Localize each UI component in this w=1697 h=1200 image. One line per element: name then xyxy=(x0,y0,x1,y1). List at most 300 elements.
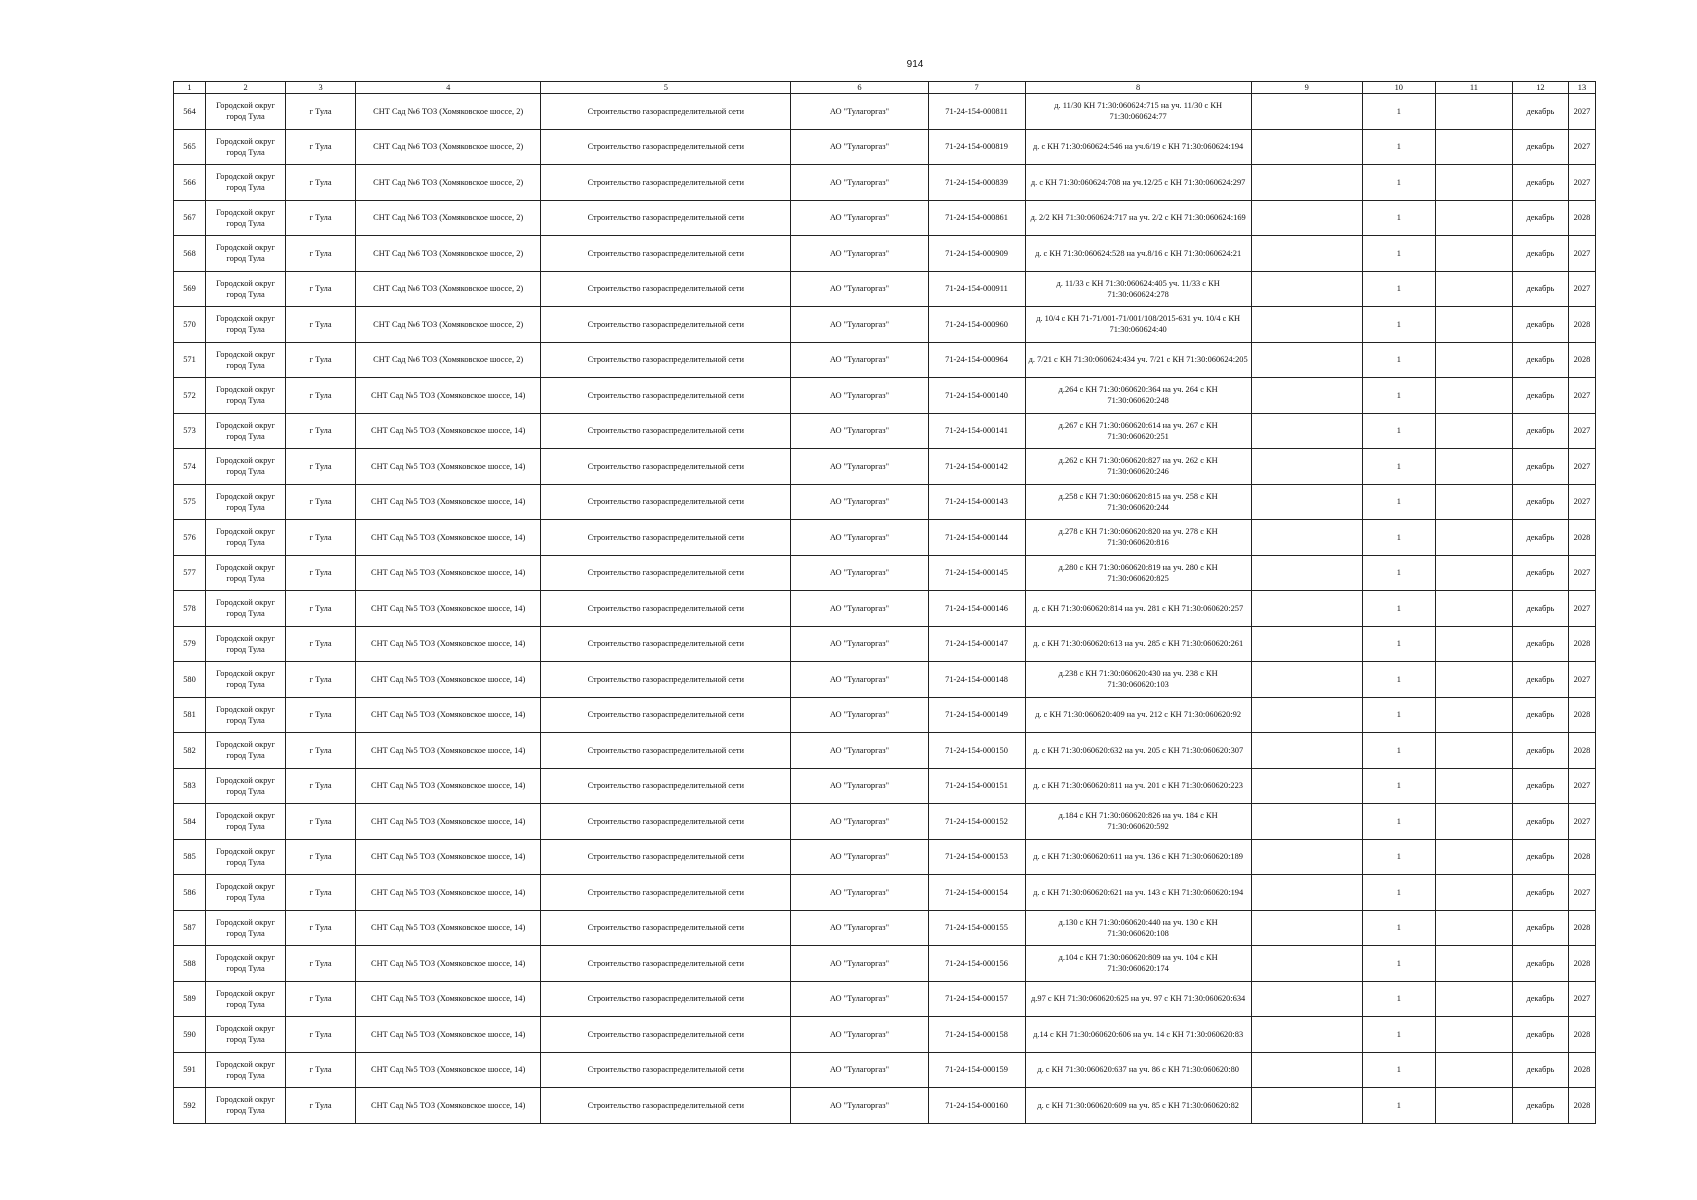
cell-settlement: г Тула xyxy=(286,1088,356,1124)
table-row xyxy=(174,236,1596,272)
cell-month: декабрь xyxy=(1512,981,1568,1017)
cell-object-description: д. 7/21 с КН 71:30:060624:434 уч. 7/21 с КН 71:30:060624:205 xyxy=(1025,342,1251,378)
cell-quantity: 1 xyxy=(1362,484,1435,520)
column-header: 2 xyxy=(206,82,286,94)
table-row xyxy=(174,307,1596,343)
cell-month: декабрь xyxy=(1512,1052,1568,1088)
table-row xyxy=(174,591,1596,627)
cell-col-11 xyxy=(1435,1052,1512,1088)
cell-municipality: Городской округ город Тула xyxy=(206,94,286,130)
cell-work-type: Строительство газораспределительной сети xyxy=(541,342,791,378)
column-header: 11 xyxy=(1435,82,1512,94)
cell-col-9 xyxy=(1251,946,1362,982)
cell-municipality: Городской округ город Тула xyxy=(206,910,286,946)
cell-municipality: Городской округ город Тула xyxy=(206,1052,286,1088)
cell-address: СНТ Сад №5 ТОЗ (Хомяковское шоссе, 14) xyxy=(356,626,541,662)
cell-col-9 xyxy=(1251,342,1362,378)
cell-work-type: Строительство газораспределительной сети xyxy=(541,875,791,911)
cell-organization: АО "Тулагоргаз" xyxy=(791,378,928,414)
cell-quantity: 1 xyxy=(1362,165,1435,201)
cell-object-description: д.264 с КН 71:30:060620:364 на уч. 264 с КН 71:30:060620:248 xyxy=(1025,378,1251,414)
cell-row-number: 580 xyxy=(174,662,206,698)
cell-row-number: 583 xyxy=(174,768,206,804)
cell-col-9 xyxy=(1251,804,1362,840)
cell-col-9 xyxy=(1251,94,1362,130)
cell-quantity: 1 xyxy=(1362,1088,1435,1124)
cell-row-number: 584 xyxy=(174,804,206,840)
cell-address: СНТ Сад №6 ТОЗ (Хомяковское шоссе, 2) xyxy=(356,307,541,343)
cell-year: 2027 xyxy=(1568,165,1595,201)
cell-settlement: г Тула xyxy=(286,449,356,485)
cell-month: декабрь xyxy=(1512,662,1568,698)
cell-municipality: Городской округ город Тула xyxy=(206,981,286,1017)
cell-object-code: 71-24-154-000839 xyxy=(928,165,1025,201)
cell-municipality: Городской округ город Тула xyxy=(206,839,286,875)
cell-object-code: 71-24-154-000159 xyxy=(928,1052,1025,1088)
cell-address: СНТ Сад №5 ТОЗ (Хомяковское шоссе, 14) xyxy=(356,662,541,698)
cell-address: СНТ Сад №5 ТОЗ (Хомяковское шоссе, 14) xyxy=(356,768,541,804)
column-header: 3 xyxy=(286,82,356,94)
cell-work-type: Строительство газораспределительной сети xyxy=(541,1052,791,1088)
cell-settlement: г Тула xyxy=(286,981,356,1017)
cell-year: 2027 xyxy=(1568,875,1595,911)
cell-col-11 xyxy=(1435,236,1512,272)
column-header: 1 xyxy=(174,82,206,94)
cell-work-type: Строительство газораспределительной сети xyxy=(541,378,791,414)
cell-organization: АО "Тулагоргаз" xyxy=(791,733,928,769)
cell-address: СНТ Сад №5 ТОЗ (Хомяковское шоссе, 14) xyxy=(356,378,541,414)
cell-month: декабрь xyxy=(1512,946,1568,982)
cell-year: 2028 xyxy=(1568,1088,1595,1124)
cell-col-11 xyxy=(1435,662,1512,698)
cell-organization: АО "Тулагоргаз" xyxy=(791,342,928,378)
table-row xyxy=(174,449,1596,485)
cell-year: 2028 xyxy=(1568,839,1595,875)
cell-object-description: д. 11/30 КН 71:30:060624:715 на уч. 11/30 с КН 71:30:060624:77 xyxy=(1025,94,1251,130)
column-header: 8 xyxy=(1025,82,1251,94)
cell-work-type: Строительство газораспределительной сети xyxy=(541,520,791,556)
cell-row-number: 569 xyxy=(174,271,206,307)
cell-work-type: Строительство газораспределительной сети xyxy=(541,413,791,449)
cell-col-9 xyxy=(1251,165,1362,201)
cell-year: 2028 xyxy=(1568,910,1595,946)
cell-organization: АО "Тулагоргаз" xyxy=(791,129,928,165)
cell-address: СНТ Сад №5 ТОЗ (Хомяковское шоссе, 14) xyxy=(356,1052,541,1088)
cell-quantity: 1 xyxy=(1362,342,1435,378)
table-row xyxy=(174,555,1596,591)
table-row xyxy=(174,839,1596,875)
table-row xyxy=(174,1052,1596,1088)
cell-quantity: 1 xyxy=(1362,946,1435,982)
cell-row-number: 565 xyxy=(174,129,206,165)
cell-row-number: 590 xyxy=(174,1017,206,1053)
cell-work-type: Строительство газораспределительной сети xyxy=(541,697,791,733)
table-row xyxy=(174,910,1596,946)
cell-object-code: 71-24-154-000142 xyxy=(928,449,1025,485)
cell-municipality: Городской округ город Тула xyxy=(206,413,286,449)
cell-year: 2027 xyxy=(1568,768,1595,804)
cell-settlement: г Тула xyxy=(286,484,356,520)
cell-object-description: д. 10/4 с КН 71-71/001-71/001/108/2015-631 уч. 10/4 с КН 71:30:060624:40 xyxy=(1025,307,1251,343)
cell-municipality: Городской округ город Тула xyxy=(206,1088,286,1124)
cell-object-code: 71-24-154-000160 xyxy=(928,1088,1025,1124)
cell-year: 2028 xyxy=(1568,307,1595,343)
cell-col-11 xyxy=(1435,342,1512,378)
cell-col-11 xyxy=(1435,94,1512,130)
cell-quantity: 1 xyxy=(1362,981,1435,1017)
cell-month: декабрь xyxy=(1512,1017,1568,1053)
cell-quantity: 1 xyxy=(1362,378,1435,414)
cell-work-type: Строительство газораспределительной сети xyxy=(541,626,791,662)
cell-quantity: 1 xyxy=(1362,662,1435,698)
cell-col-11 xyxy=(1435,271,1512,307)
cell-col-11 xyxy=(1435,910,1512,946)
cell-col-9 xyxy=(1251,591,1362,627)
cell-municipality: Городской округ город Тула xyxy=(206,378,286,414)
cell-address: СНТ Сад №5 ТОЗ (Хомяковское шоссе, 14) xyxy=(356,484,541,520)
cell-municipality: Городской округ город Тула xyxy=(206,271,286,307)
cell-year: 2028 xyxy=(1568,200,1595,236)
cell-month: декабрь xyxy=(1512,591,1568,627)
cell-address: СНТ Сад №5 ТОЗ (Хомяковское шоссе, 14) xyxy=(356,804,541,840)
cell-object-code: 71-24-154-000909 xyxy=(928,236,1025,272)
table-body xyxy=(174,82,1596,1124)
cell-row-number: 585 xyxy=(174,839,206,875)
cell-object-code: 71-24-154-000140 xyxy=(928,378,1025,414)
cell-address: СНТ Сад №6 ТОЗ (Хомяковское шоссе, 2) xyxy=(356,236,541,272)
cell-month: декабрь xyxy=(1512,875,1568,911)
cell-quantity: 1 xyxy=(1362,1052,1435,1088)
cell-address: СНТ Сад №5 ТОЗ (Хомяковское шоссе, 14) xyxy=(356,697,541,733)
cell-work-type: Строительство газораспределительной сети xyxy=(541,484,791,520)
cell-settlement: г Тула xyxy=(286,307,356,343)
cell-work-type: Строительство газораспределительной сети xyxy=(541,839,791,875)
cell-object-code: 71-24-154-000154 xyxy=(928,875,1025,911)
cell-quantity: 1 xyxy=(1362,555,1435,591)
column-header: 4 xyxy=(356,82,541,94)
cell-year: 2028 xyxy=(1568,342,1595,378)
cell-col-9 xyxy=(1251,271,1362,307)
cell-settlement: г Тула xyxy=(286,946,356,982)
cell-settlement: г Тула xyxy=(286,697,356,733)
table-row xyxy=(174,129,1596,165)
cell-work-type: Строительство газораспределительной сети xyxy=(541,165,791,201)
cell-settlement: г Тула xyxy=(286,875,356,911)
cell-work-type: Строительство газораспределительной сети xyxy=(541,662,791,698)
cell-col-11 xyxy=(1435,413,1512,449)
column-header: 9 xyxy=(1251,82,1362,94)
cell-row-number: 568 xyxy=(174,236,206,272)
cell-organization: АО "Тулагоргаз" xyxy=(791,946,928,982)
cell-municipality: Городской округ город Тула xyxy=(206,662,286,698)
cell-year: 2028 xyxy=(1568,626,1595,662)
cell-object-description: д. с КН 71:30:060620:409 на уч. 212 с КН 71:30:060620:92 xyxy=(1025,697,1251,733)
cell-object-description: д.104 с КН 71:30:060620:809 на уч. 104 с КН 71:30:060620:174 xyxy=(1025,946,1251,982)
cell-municipality: Городской округ город Тула xyxy=(206,733,286,769)
cell-object-description: д. с КН 71:30:060620:613 на уч. 285 с КН 71:30:060620:261 xyxy=(1025,626,1251,662)
cell-municipality: Городской округ город Тула xyxy=(206,946,286,982)
cell-year: 2027 xyxy=(1568,129,1595,165)
register-table xyxy=(173,81,1596,1124)
cell-month: декабрь xyxy=(1512,94,1568,130)
cell-row-number: 571 xyxy=(174,342,206,378)
cell-year: 2028 xyxy=(1568,733,1595,769)
cell-col-9 xyxy=(1251,910,1362,946)
cell-organization: АО "Тулагоргаз" xyxy=(791,981,928,1017)
cell-settlement: г Тула xyxy=(286,342,356,378)
cell-address: СНТ Сад №6 ТОЗ (Хомяковское шоссе, 2) xyxy=(356,200,541,236)
cell-municipality: Городской округ город Тула xyxy=(206,555,286,591)
cell-quantity: 1 xyxy=(1362,307,1435,343)
cell-object-description: д.267 с КН 71:30:060620:614 на уч. 267 с КН 71:30:060620:251 xyxy=(1025,413,1251,449)
cell-settlement: г Тула xyxy=(286,236,356,272)
cell-settlement: г Тула xyxy=(286,165,356,201)
cell-col-9 xyxy=(1251,1088,1362,1124)
cell-col-11 xyxy=(1435,697,1512,733)
cell-object-description: д. с КН 71:30:060620:609 на уч. 85 с КН 71:30:060620:82 xyxy=(1025,1088,1251,1124)
cell-quantity: 1 xyxy=(1362,733,1435,769)
cell-municipality: Городской округ город Тула xyxy=(206,1017,286,1053)
cell-object-description: д.258 с КН 71:30:060620:815 на уч. 258 с КН 71:30:060620:244 xyxy=(1025,484,1251,520)
cell-object-code: 71-24-154-000157 xyxy=(928,981,1025,1017)
cell-col-11 xyxy=(1435,946,1512,982)
cell-quantity: 1 xyxy=(1362,129,1435,165)
cell-address: СНТ Сад №5 ТОЗ (Хомяковское шоссе, 14) xyxy=(356,946,541,982)
cell-row-number: 586 xyxy=(174,875,206,911)
cell-col-9 xyxy=(1251,307,1362,343)
cell-col-11 xyxy=(1435,484,1512,520)
cell-address: СНТ Сад №5 ТОЗ (Хомяковское шоссе, 14) xyxy=(356,520,541,556)
cell-object-code: 71-24-154-000147 xyxy=(928,626,1025,662)
cell-object-code: 71-24-154-000960 xyxy=(928,307,1025,343)
cell-row-number: 578 xyxy=(174,591,206,627)
cell-work-type: Строительство газораспределительной сети xyxy=(541,1088,791,1124)
cell-month: декабрь xyxy=(1512,520,1568,556)
table-row xyxy=(174,662,1596,698)
cell-year: 2028 xyxy=(1568,1017,1595,1053)
column-header: 5 xyxy=(541,82,791,94)
cell-col-11 xyxy=(1435,378,1512,414)
cell-address: СНТ Сад №6 ТОЗ (Хомяковское шоссе, 2) xyxy=(356,271,541,307)
cell-municipality: Городской округ город Тула xyxy=(206,484,286,520)
cell-settlement: г Тула xyxy=(286,591,356,627)
cell-row-number: 581 xyxy=(174,697,206,733)
cell-organization: АО "Тулагоргаз" xyxy=(791,768,928,804)
cell-month: декабрь xyxy=(1512,555,1568,591)
cell-settlement: г Тула xyxy=(286,129,356,165)
cell-quantity: 1 xyxy=(1362,271,1435,307)
cell-settlement: г Тула xyxy=(286,1017,356,1053)
cell-municipality: Городской округ город Тула xyxy=(206,342,286,378)
table-row xyxy=(174,520,1596,556)
cell-quantity: 1 xyxy=(1362,910,1435,946)
cell-col-9 xyxy=(1251,555,1362,591)
cell-quantity: 1 xyxy=(1362,413,1435,449)
cell-work-type: Строительство газораспределительной сети xyxy=(541,94,791,130)
cell-month: декабрь xyxy=(1512,129,1568,165)
cell-object-code: 71-24-154-000152 xyxy=(928,804,1025,840)
cell-settlement: г Тула xyxy=(286,768,356,804)
column-header: 10 xyxy=(1362,82,1435,94)
cell-work-type: Строительство газораспределительной сети xyxy=(541,591,791,627)
table-row xyxy=(174,1017,1596,1053)
cell-address: СНТ Сад №6 ТОЗ (Хомяковское шоссе, 2) xyxy=(356,342,541,378)
cell-col-11 xyxy=(1435,733,1512,769)
cell-work-type: Строительство газораспределительной сети xyxy=(541,307,791,343)
cell-work-type: Строительство газораспределительной сети xyxy=(541,946,791,982)
cell-year: 2027 xyxy=(1568,981,1595,1017)
table-row xyxy=(174,981,1596,1017)
cell-object-description: д. с КН 71:30:060620:814 на уч. 281 с КН 71:30:060620:257 xyxy=(1025,591,1251,627)
cell-year: 2028 xyxy=(1568,1052,1595,1088)
cell-month: декабрь xyxy=(1512,839,1568,875)
cell-object-description: д.14 с КН 71:30:060620:606 на уч. 14 с КН 71:30:060620:83 xyxy=(1025,1017,1251,1053)
cell-month: декабрь xyxy=(1512,342,1568,378)
cell-col-9 xyxy=(1251,1052,1362,1088)
cell-col-9 xyxy=(1251,413,1362,449)
cell-col-9 xyxy=(1251,378,1362,414)
cell-municipality: Городской округ город Тула xyxy=(206,129,286,165)
cell-work-type: Строительство газораспределительной сети xyxy=(541,768,791,804)
cell-municipality: Городской округ город Тула xyxy=(206,875,286,911)
cell-settlement: г Тула xyxy=(286,413,356,449)
table-row xyxy=(174,94,1596,130)
cell-address: СНТ Сад №5 ТОЗ (Хомяковское шоссе, 14) xyxy=(356,449,541,485)
cell-settlement: г Тула xyxy=(286,804,356,840)
cell-month: декабрь xyxy=(1512,378,1568,414)
cell-object-description: д.278 с КН 71:30:060620:820 на уч. 278 с КН 71:30:060620:816 xyxy=(1025,520,1251,556)
cell-municipality: Городской округ город Тула xyxy=(206,697,286,733)
cell-object-description: д. с КН 71:30:060620:811 на уч. 201 с КН 71:30:060620:223 xyxy=(1025,768,1251,804)
cell-municipality: Городской округ город Тула xyxy=(206,449,286,485)
table-row xyxy=(174,378,1596,414)
cell-quantity: 1 xyxy=(1362,449,1435,485)
cell-col-11 xyxy=(1435,307,1512,343)
cell-col-9 xyxy=(1251,662,1362,698)
cell-object-description: д. с КН 71:30:060620:611 на уч. 136 с КН 71:30:060620:189 xyxy=(1025,839,1251,875)
cell-col-11 xyxy=(1435,591,1512,627)
cell-address: СНТ Сад №5 ТОЗ (Хомяковское шоссе, 14) xyxy=(356,413,541,449)
cell-work-type: Строительство газораспределительной сети xyxy=(541,271,791,307)
cell-month: декабрь xyxy=(1512,733,1568,769)
cell-work-type: Строительство газораспределительной сети xyxy=(541,236,791,272)
cell-month: декабрь xyxy=(1512,768,1568,804)
cell-organization: АО "Тулагоргаз" xyxy=(791,591,928,627)
cell-object-description: д.262 с КН 71:30:060620:827 на уч. 262 с КН 71:30:060620:246 xyxy=(1025,449,1251,485)
cell-col-9 xyxy=(1251,484,1362,520)
cell-organization: АО "Тулагоргаз" xyxy=(791,520,928,556)
cell-month: декабрь xyxy=(1512,484,1568,520)
cell-settlement: г Тула xyxy=(286,520,356,556)
cell-address: СНТ Сад №5 ТОЗ (Хомяковское шоссе, 14) xyxy=(356,839,541,875)
cell-quantity: 1 xyxy=(1362,200,1435,236)
cell-row-number: 588 xyxy=(174,946,206,982)
cell-object-description: д. 2/2 КН 71:30:060624:717 на уч. 2/2 с КН 71:30:060624:169 xyxy=(1025,200,1251,236)
cell-month: декабрь xyxy=(1512,307,1568,343)
cell-year: 2027 xyxy=(1568,484,1595,520)
cell-row-number: 582 xyxy=(174,733,206,769)
table-row xyxy=(174,875,1596,911)
cell-municipality: Городской округ город Тула xyxy=(206,626,286,662)
cell-work-type: Строительство газораспределительной сети xyxy=(541,449,791,485)
cell-col-11 xyxy=(1435,165,1512,201)
cell-municipality: Городской округ город Тула xyxy=(206,591,286,627)
cell-col-11 xyxy=(1435,200,1512,236)
cell-col-11 xyxy=(1435,449,1512,485)
column-header: 6 xyxy=(791,82,928,94)
cell-organization: АО "Тулагоргаз" xyxy=(791,662,928,698)
cell-row-number: 592 xyxy=(174,1088,206,1124)
cell-col-9 xyxy=(1251,981,1362,1017)
cell-organization: АО "Тулагоргаз" xyxy=(791,839,928,875)
cell-settlement: г Тула xyxy=(286,94,356,130)
cell-year: 2027 xyxy=(1568,271,1595,307)
cell-work-type: Строительство газораспределительной сети xyxy=(541,1017,791,1053)
cell-month: декабрь xyxy=(1512,804,1568,840)
cell-year: 2027 xyxy=(1568,378,1595,414)
cell-settlement: г Тула xyxy=(286,839,356,875)
cell-organization: АО "Тулагоргаз" xyxy=(791,484,928,520)
cell-municipality: Городской округ город Тула xyxy=(206,200,286,236)
cell-address: СНТ Сад №5 ТОЗ (Хомяковское шоссе, 14) xyxy=(356,591,541,627)
cell-object-code: 71-24-154-000861 xyxy=(928,200,1025,236)
cell-object-code: 71-24-154-000150 xyxy=(928,733,1025,769)
cell-quantity: 1 xyxy=(1362,875,1435,911)
cell-address: СНТ Сад №5 ТОЗ (Хомяковское шоссе, 14) xyxy=(356,733,541,769)
cell-organization: АО "Тулагоргаз" xyxy=(791,449,928,485)
cell-month: декабрь xyxy=(1512,449,1568,485)
cell-municipality: Городской округ город Тула xyxy=(206,768,286,804)
cell-year: 2028 xyxy=(1568,520,1595,556)
cell-organization: АО "Тулагоргаз" xyxy=(791,697,928,733)
cell-organization: АО "Тулагоргаз" xyxy=(791,626,928,662)
table-row xyxy=(174,946,1596,982)
cell-organization: АО "Тулагоргаз" xyxy=(791,804,928,840)
cell-col-9 xyxy=(1251,839,1362,875)
cell-row-number: 573 xyxy=(174,413,206,449)
cell-col-9 xyxy=(1251,626,1362,662)
cell-object-description: д.238 с КН 71:30:060620:430 на уч. 238 с КН 71:30:060620:103 xyxy=(1025,662,1251,698)
cell-object-description: д.97 с КН 71:30:060620:625 на уч. 97 с КН 71:30:060620:634 xyxy=(1025,981,1251,1017)
cell-quantity: 1 xyxy=(1362,520,1435,556)
cell-col-11 xyxy=(1435,875,1512,911)
cell-month: декабрь xyxy=(1512,1088,1568,1124)
cell-year: 2027 xyxy=(1568,662,1595,698)
cell-address: СНТ Сад №5 ТОЗ (Хомяковское шоссе, 14) xyxy=(356,555,541,591)
cell-municipality: Городской округ город Тула xyxy=(206,804,286,840)
cell-object-code: 71-24-154-000153 xyxy=(928,839,1025,875)
cell-col-11 xyxy=(1435,626,1512,662)
cell-month: декабрь xyxy=(1512,626,1568,662)
cell-settlement: г Тула xyxy=(286,1052,356,1088)
cell-object-code: 71-24-154-000149 xyxy=(928,697,1025,733)
cell-row-number: 564 xyxy=(174,94,206,130)
cell-col-11 xyxy=(1435,768,1512,804)
cell-month: декабрь xyxy=(1512,236,1568,272)
cell-organization: АО "Тулагоргаз" xyxy=(791,236,928,272)
cell-object-code: 71-24-154-000144 xyxy=(928,520,1025,556)
cell-municipality: Городской округ город Тула xyxy=(206,520,286,556)
cell-object-code: 71-24-154-000911 xyxy=(928,271,1025,307)
cell-work-type: Строительство газораспределительной сети xyxy=(541,910,791,946)
cell-organization: АО "Тулагоргаз" xyxy=(791,1088,928,1124)
cell-object-description: д.130 с КН 71:30:060620:440 на уч. 130 с КН 71:30:060620:108 xyxy=(1025,910,1251,946)
table-row xyxy=(174,271,1596,307)
column-header: 12 xyxy=(1512,82,1568,94)
cell-object-code: 71-24-154-000145 xyxy=(928,555,1025,591)
cell-col-9 xyxy=(1251,129,1362,165)
page-number: 914 xyxy=(906,59,924,70)
